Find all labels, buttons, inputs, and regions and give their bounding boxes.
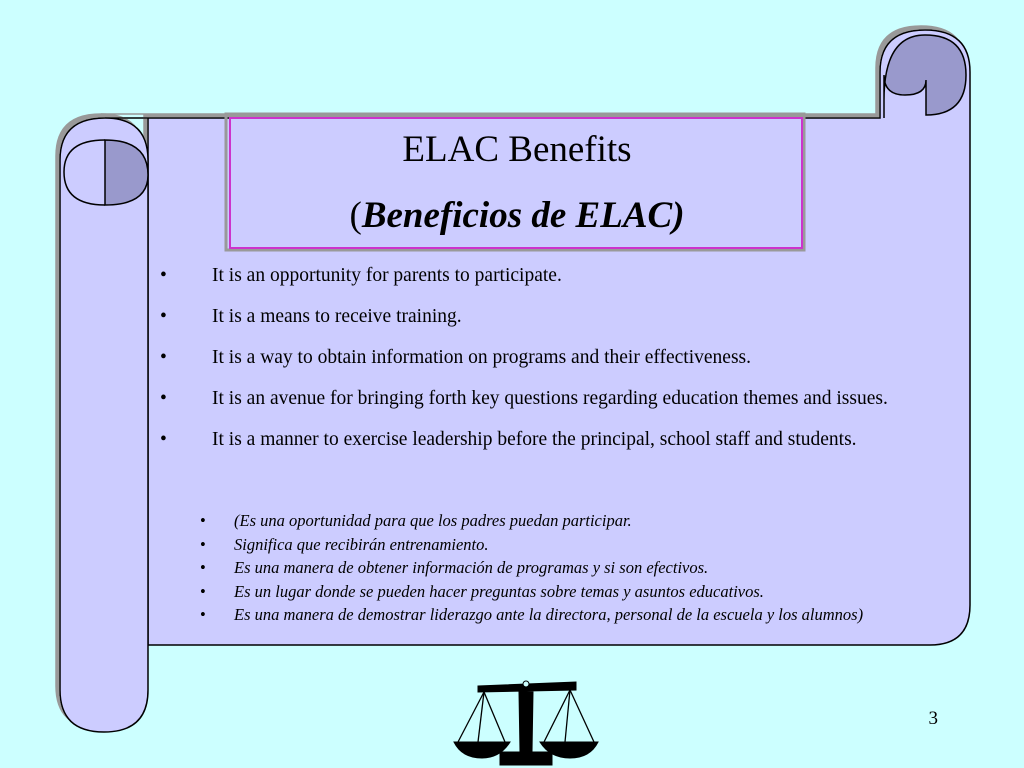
list-item: • It is a manner to exercise leadership before the principal, school staff and students. bbox=[160, 426, 920, 453]
list-item: • (Es una oportunidad para que los padres puedan participar. bbox=[200, 509, 900, 533]
spanish-bullet-list bbox=[200, 509, 900, 627]
page-number: 3 bbox=[928, 708, 938, 729]
scales-of-justice-icon bbox=[454, 681, 598, 765]
bullet-icon: • bbox=[160, 429, 167, 450]
list-item: • It is a means to receive training. bbox=[160, 303, 920, 330]
bullet-icon: • bbox=[200, 511, 206, 530]
bullet-icon: • bbox=[200, 534, 206, 554]
bullet-icon: • bbox=[160, 388, 167, 409]
bullet-icon: • bbox=[200, 581, 206, 601]
slide-title: ELAC Benefits bbox=[402, 129, 632, 170]
english-bullet-list bbox=[160, 262, 920, 467]
list-item: • Es una manera de obtener información de programas y si son efectivos. bbox=[200, 556, 900, 580]
bullet-icon: • bbox=[160, 347, 167, 368]
bullet-icon: • bbox=[200, 558, 206, 577]
list-item: • Es una manera de demostrar liderazgo ante la directora, personal de la escuela y los alumnos) bbox=[200, 603, 900, 627]
slide-subtitle bbox=[232, 194, 802, 238]
bullet-icon: • bbox=[160, 265, 167, 286]
subtitle-text: Beneficios de ELAC bbox=[361, 195, 673, 236]
subtitle-open-paren: ( bbox=[349, 195, 362, 236]
bullet-icon: • bbox=[160, 306, 167, 327]
subtitle-close-paren: ) bbox=[672, 195, 685, 236]
list-item: • Es un lugar donde se pueden hacer preguntas sobre temas y asuntos educativos. bbox=[200, 580, 900, 604]
list-item: • It is an opportunity for parents to participate. bbox=[160, 262, 920, 289]
list-item: • Significa que recibirán entrenamiento. bbox=[200, 533, 900, 557]
bullet-icon: • bbox=[200, 605, 206, 624]
title-box bbox=[232, 116, 802, 250]
list-item: • It is a way to obtain information on programs and their effectiveness. bbox=[160, 344, 920, 371]
list-item: • It is an avenue for bringing forth key questions regarding education themes and issues. bbox=[160, 385, 920, 412]
